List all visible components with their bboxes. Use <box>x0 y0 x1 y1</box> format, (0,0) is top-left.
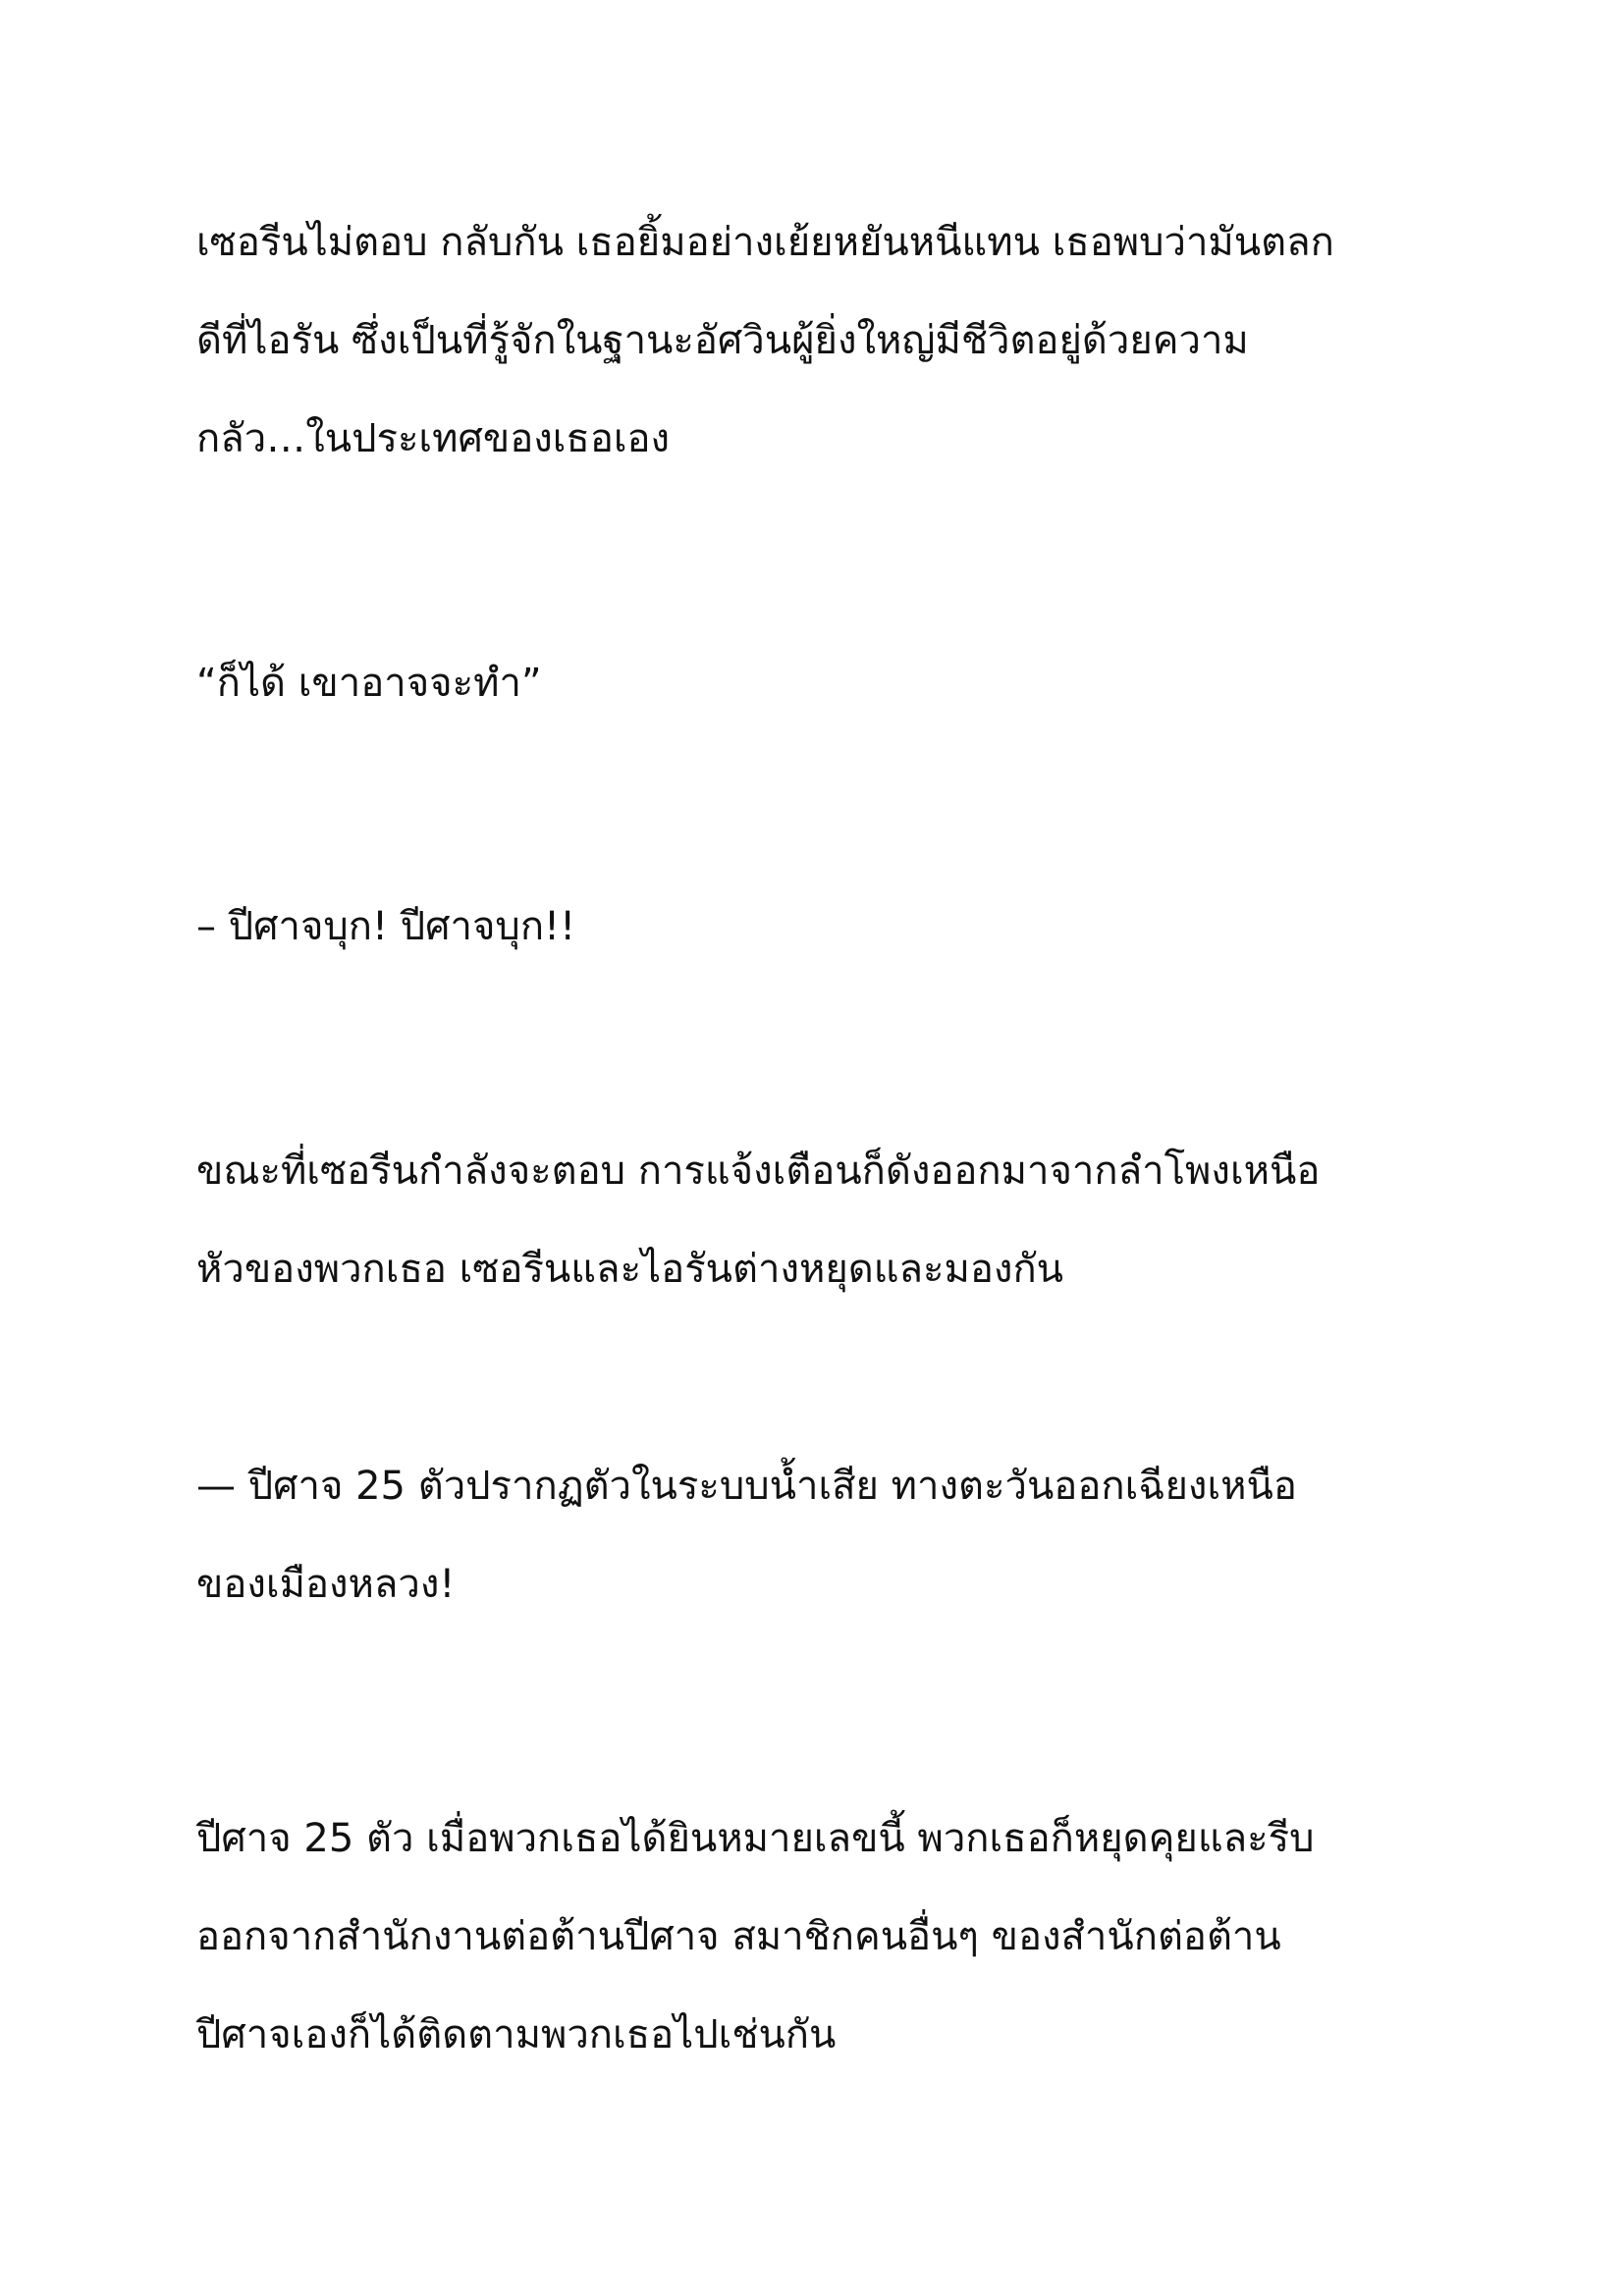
paragraph-announcement <box>196 1437 1434 1633</box>
paragraph-alarm <box>196 878 1434 976</box>
text-line: กลัว…ในประเทศของเธอเอง <box>196 416 671 461</box>
paragraph-narration-serene <box>196 193 1434 488</box>
text-line: เซอรีนไม่ตอบ กลับกัน เธอยิ้มอย่างเย้ยหยันหนีแทน เธอพบว่ามันตลก <box>196 220 1334 265</box>
text-line: ออกจากสำนักงานต่อต้านปีศาจ สมาชิกคนอื่นๆ ของสำนักต่อต้าน <box>196 1914 1281 1959</box>
text-line: ดีที่ไอรัน ซึ่งเป็นที่รู้จักในฐานะอัศวินผู้ยิ่งใหญ่มีชีวิตอยู่ด้วยความ <box>196 318 1249 363</box>
text-line: ของเมืองหลวง! <box>196 1562 456 1607</box>
text-line: ขณะที่เซอรีนกำลังจะตอบ การแจ้งเตือนก็ดังออกมาจากลำโพงเหนือ <box>196 1148 1321 1194</box>
paragraph-dialogue <box>196 634 1434 732</box>
text-line: — ปีศาจ 25 ตัวปรากฏตัวในระบบน้ำเสีย ทางตะวันออกเฉียงเหนือ <box>196 1464 1297 1509</box>
text-line: ปีศาจ 25 ตัว เมื่อพวกเธอได้ยินหมายเลขนี้ พวกเธอก็หยุดคุยและรีบ <box>196 1816 1315 1861</box>
text-line: หัวของพวกเธอ เซอรีนและไอรันต่างหยุดและมองกัน <box>196 1247 1064 1292</box>
paragraph-narration-alert <box>196 1122 1434 1318</box>
text-line: – ปีศาจบุก! ปีศาจบุก!! <box>196 904 576 949</box>
text-line: “ก็ได้ เขาอาจจะทำ” <box>196 661 542 706</box>
paragraph-narration-departure <box>196 1789 1434 2084</box>
text-line: ปีศาจเองก็ได้ติดตามพวกเธอไปเช่นกัน <box>196 2012 837 2057</box>
